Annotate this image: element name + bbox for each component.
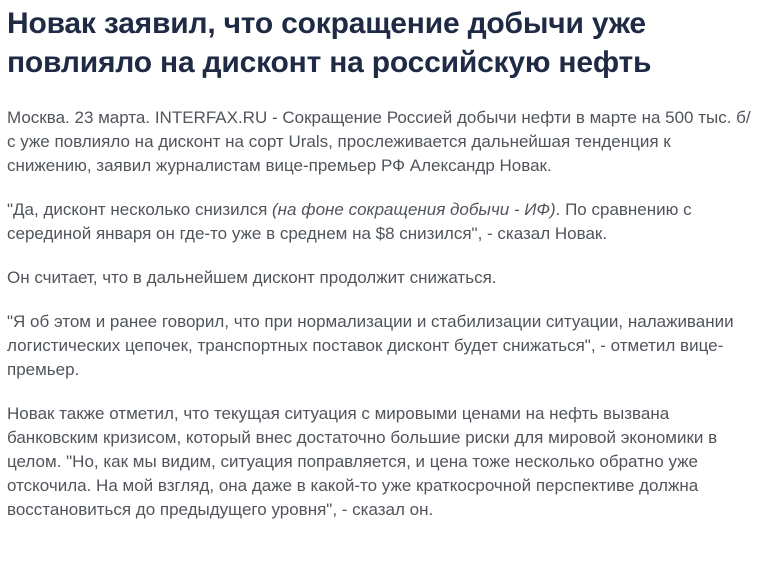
- news-article: [0, 4, 769, 522]
- editorial-note-italic: (на фоне сокращения добычи - ИФ): [272, 200, 556, 219]
- paragraph-text-before-note: "Да, дисконт несколько снизился: [7, 200, 273, 219]
- article-paragraph-quote-2: "Я об этом и ранее говорил, что при нормализации и стабилизации ситуации, налаживании логистических цепочек, транспортных поставок дисконт будет снижаться", - отметил вице-премьер.: [7, 312, 734, 379]
- article-paragraph-quote-1: [7, 198, 753, 246]
- article-paragraph-closing: Новак также отметил, что текущая ситуация с мировыми ценами на нефть вызвана банковским кризисом, который внес достаточно большие риски для мировой экономики в целом. "Но, как мы видим, ситуация поправляется, и цена тоже несколько обратно уже отскочила. На мой взгляд, она даже в какой-то уже краткосрочной перспективе должна восстановиться до предыдущего уровня", - сказал он.: [7, 404, 718, 519]
- article-title: Новак заявил, что сокращение добычи уже повлияло на дисконт на российскую нефть: [7, 7, 652, 79]
- paragraph-text-after-note: . По сравнению с серединой января он где-то уже в среднем на $8 снизился", - сказал Новак.: [7, 200, 692, 243]
- article-paragraph-summary: Он считает, что в дальнейшем дисконт продолжит снижаться.: [7, 268, 497, 287]
- article-paragraph-lead: Москва. 23 марта. INTERFAX.RU - Сокращение Россией добычи нефти в марте на 500 тыс. б/с уже повлияло на дисконт на сорт Urals, прослеживается дальнейшая тенденция к снижению, заявил журналистам вице-премьер РФ Александр Новак.: [7, 108, 751, 175]
